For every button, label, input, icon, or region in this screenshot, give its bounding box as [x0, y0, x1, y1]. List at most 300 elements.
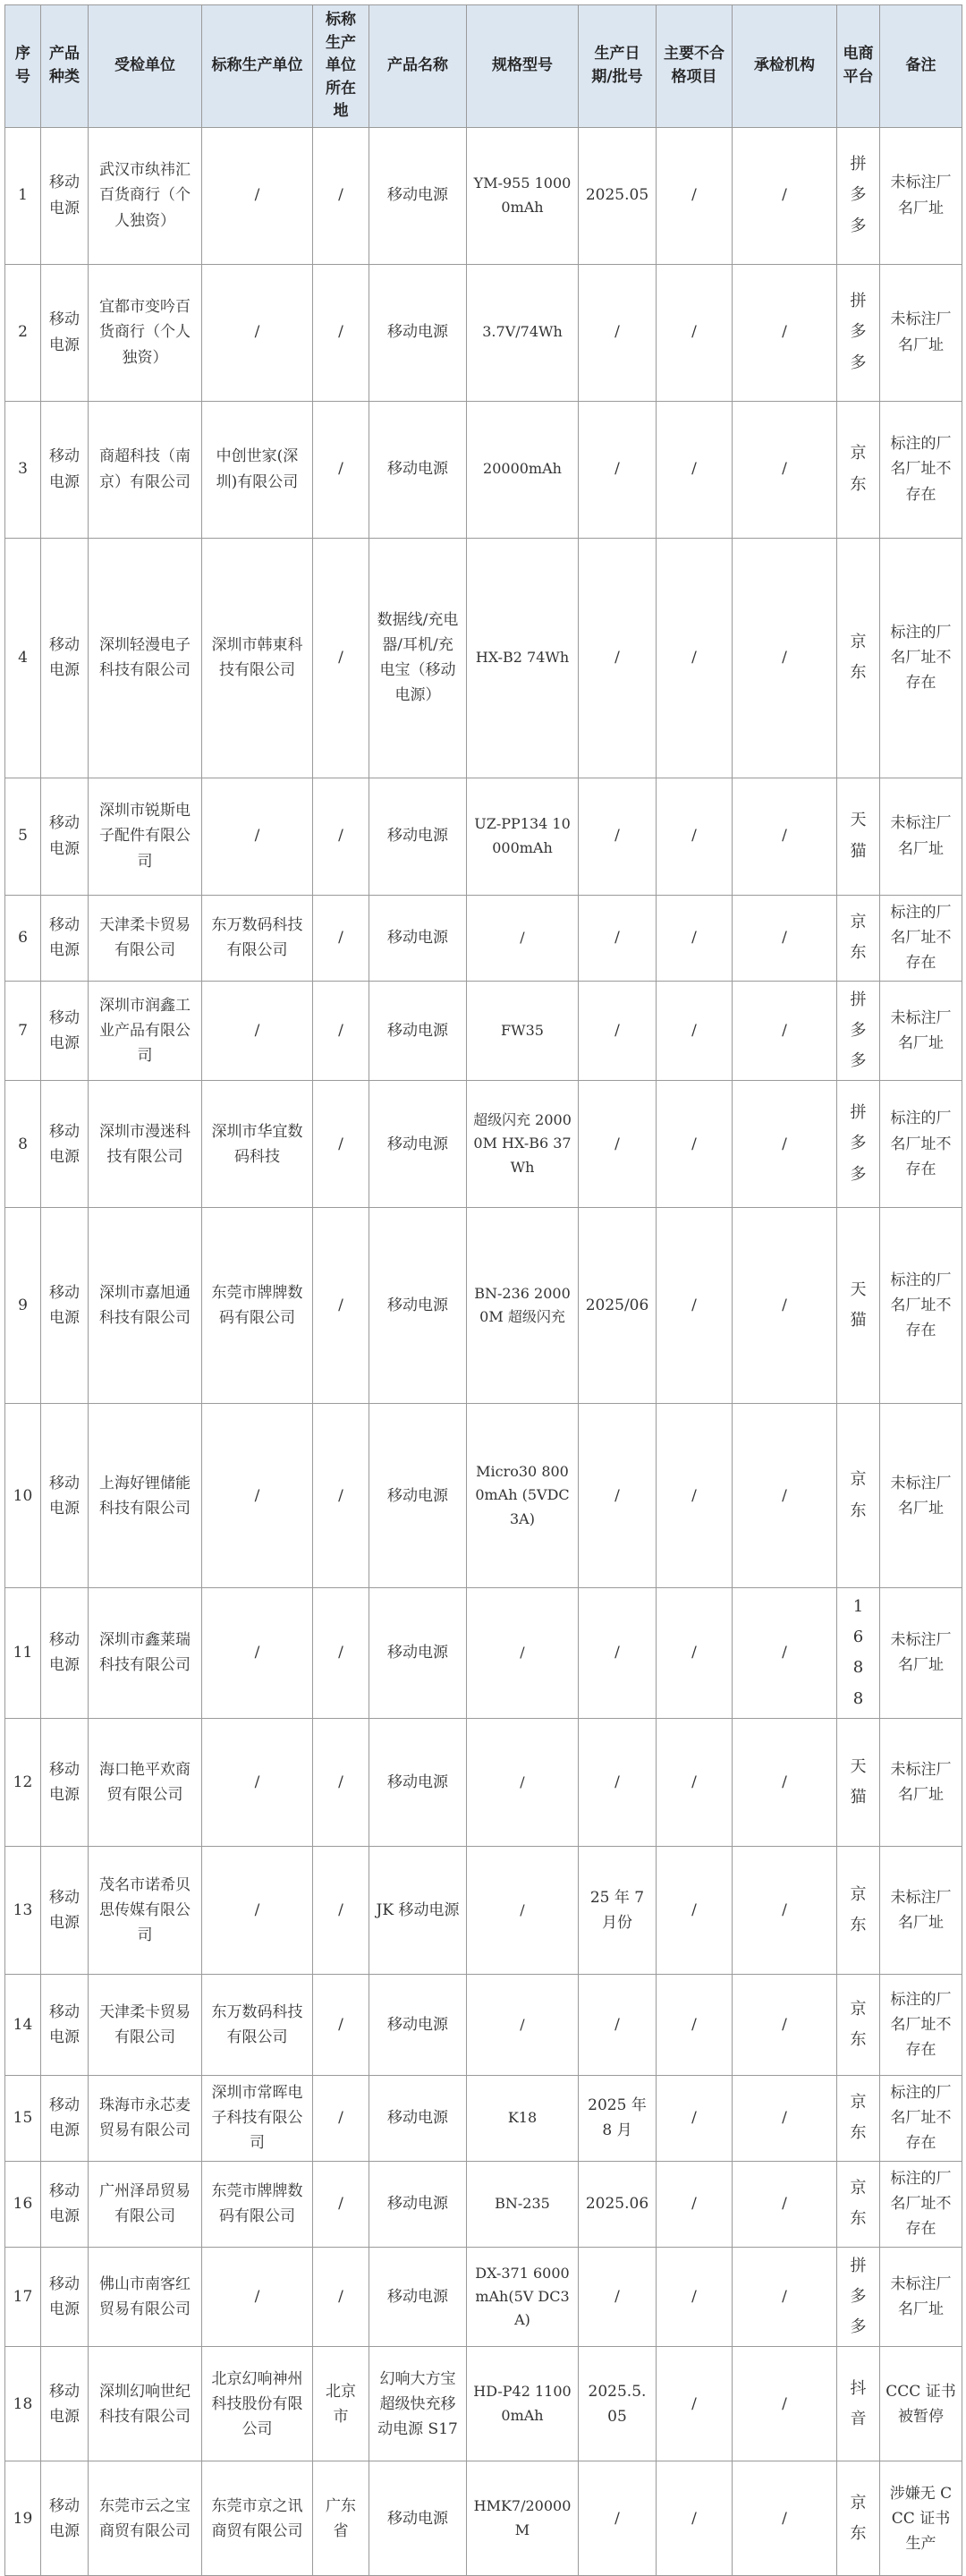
cell-production-date [579, 2461, 657, 2576]
cell-testing-agency-text: / [782, 1297, 787, 1315]
cell-main-defect [657, 2347, 733, 2461]
cell-main-defect [657, 401, 733, 538]
cell-production-date-text: 2025.5.05 [588, 2382, 647, 2426]
cell-producer-location [313, 981, 369, 1081]
cell-product-name [369, 264, 467, 401]
cell-model-spec [467, 2461, 579, 2576]
cell-testing-agency-text: / [782, 2288, 787, 2307]
cell-nominal-producer-text: 北京幻响神州科技股份有限公司 [211, 2369, 303, 2438]
cell-testing-agency [733, 1846, 837, 1974]
table-row [5, 1718, 962, 1846]
cell-remarks-text: 标注的厂名厂址不存在 [890, 1990, 952, 2059]
cell-production-date [579, 264, 657, 401]
cell-nominal-producer-text: / [254, 1900, 260, 1919]
cell-testing-agency-text: / [782, 1900, 787, 1919]
cell-model-spec-text: FW35 [501, 1021, 544, 1039]
cell-category-text: 移动电源 [49, 447, 80, 491]
cell-main-defect-text: / [691, 2015, 697, 2034]
cell-product-name [369, 1588, 467, 1719]
cell-production-date [579, 127, 657, 264]
cell-production-date-text: / [614, 827, 620, 846]
table-row [5, 127, 962, 264]
cell-model-spec [467, 2247, 579, 2347]
cell-product-name-text: 移动电源 [387, 827, 448, 846]
cell-ecommerce-platform [837, 2075, 880, 2161]
cell-production-date [579, 1081, 657, 1208]
cell-model-spec [467, 778, 579, 895]
col-product-name [369, 5, 467, 128]
cell-ecommerce-platform-text: 京东 [850, 444, 867, 494]
cell-production-date [579, 981, 657, 1081]
cell-production-date-text: 2025.06 [585, 2195, 649, 2214]
cell-inspected-unit-text: 海口艳平欢商贸有限公司 [99, 1760, 191, 1804]
cell-nominal-producer-text: 东莞市京之讯商贸有限公司 [211, 2496, 303, 2540]
cell-remarks [880, 1208, 962, 1404]
cell-main-defect-text: / [691, 2195, 697, 2214]
cell-model-spec [467, 2161, 579, 2247]
cell-product-name [369, 2347, 467, 2461]
cell-ecommerce-platform-text: 京东 [850, 1884, 867, 1934]
cell-production-date-text: 2025.05 [585, 186, 649, 205]
cell-product-name-text: 移动电源 [387, 2509, 448, 2528]
cell-main-defect [657, 264, 733, 401]
cell-seq [5, 895, 41, 981]
cell-producer-location [313, 401, 369, 538]
cell-remarks [880, 1404, 962, 1588]
cell-remarks-text: 涉嫌无 CCC 证书生产 [889, 2484, 953, 2553]
cell-remarks [880, 1846, 962, 1974]
cell-model-spec-text: / [520, 1900, 525, 1918]
cell-remarks-text: 标注的厂名厂址不存在 [890, 2084, 952, 2153]
cell-category-text: 移动电源 [49, 1760, 80, 1804]
cell-category-text: 移动电源 [49, 1888, 80, 1932]
cell-category [41, 1974, 89, 2075]
cell-product-name-text: 移动电源 [387, 2195, 448, 2214]
cell-seq [5, 127, 41, 264]
cell-product-name-text: 移动电源 [387, 1021, 448, 1040]
cell-inspected-unit [89, 538, 202, 778]
cell-model-spec-text: Micro30 8000mAh (5VDC3A) [475, 1462, 570, 1527]
cell-ecommerce-platform-text: 抖音 [850, 2378, 867, 2428]
cell-remarks [880, 127, 962, 264]
cell-ecommerce-platform [837, 2461, 880, 2576]
cell-seq-text: 11 [13, 1644, 33, 1662]
cell-testing-agency-text: / [782, 2109, 787, 2128]
cell-seq [5, 1718, 41, 1846]
cell-inspected-unit-text: 深圳市润鑫工业产品有限公司 [99, 996, 191, 1065]
cell-nominal-producer-text: / [254, 2288, 260, 2307]
cell-producer-location [313, 1404, 369, 1588]
cell-model-spec [467, 981, 579, 1081]
cell-nominal-producer-text: 东莞市牌牌数码有限公司 [211, 2182, 303, 2226]
cell-main-defect [657, 981, 733, 1081]
cell-model-spec-text: / [520, 1644, 525, 1662]
cell-model-spec-text: UZ-PP134 10000mAh [474, 815, 571, 856]
cell-producer-location-text: / [338, 2195, 343, 2214]
cell-ecommerce-platform [837, 1588, 880, 1719]
cell-inspected-unit [89, 401, 202, 538]
cell-producer-location [313, 1846, 369, 1974]
cell-producer-location [313, 1081, 369, 1208]
cell-producer-location [313, 264, 369, 401]
cell-testing-agency [733, 2347, 837, 2461]
col-nominal-producer [202, 5, 313, 128]
cell-model-spec [467, 1846, 579, 1974]
cell-ecommerce-platform [837, 2347, 880, 2461]
cell-testing-agency [733, 2075, 837, 2161]
cell-product-name-text: 移动电源 [387, 460, 448, 479]
cell-remarks [880, 778, 962, 895]
cell-product-name [369, 2075, 467, 2161]
cell-remarks-text: 未标注厂名厂址 [890, 1008, 952, 1052]
cell-seq [5, 1588, 41, 1719]
cell-category-text: 移动电源 [49, 2496, 80, 2540]
table-row [5, 2461, 962, 2576]
cell-model-spec-text: / [520, 2015, 525, 2033]
cell-production-date [579, 1588, 657, 1719]
cell-seq [5, 1208, 41, 1404]
cell-testing-agency [733, 127, 837, 264]
cell-producer-location [313, 127, 369, 264]
cell-seq-text: 3 [18, 460, 28, 479]
cell-model-spec-text: 超级闪充 20000M HX-B6 37Wh [473, 1110, 572, 1176]
cell-model-spec [467, 1718, 579, 1846]
cell-seq-text: 9 [18, 1297, 28, 1315]
cell-producer-location [313, 2461, 369, 2576]
cell-product-name-text: 移动电源 [387, 2015, 448, 2034]
cell-model-spec [467, 1404, 579, 1588]
cell-model-spec-text: HD-P42 11000mAh [473, 2383, 572, 2424]
cell-nominal-producer [202, 2161, 313, 2247]
cell-producer-location-text: / [338, 1135, 343, 1153]
cell-seq [5, 1404, 41, 1588]
cell-ecommerce-platform-text: 天猫 [850, 811, 867, 861]
cell-ecommerce-platform-text: 1688 [852, 1597, 864, 1708]
cell-remarks-text: 未标注厂名厂址 [890, 1760, 952, 1804]
cell-inspected-unit [89, 1588, 202, 1719]
cell-producer-location-text: / [338, 1644, 343, 1662]
inspection-results-table [4, 4, 962, 2553]
cell-testing-agency-text: / [782, 2015, 787, 2034]
cell-producer-location [313, 1208, 369, 1404]
cell-category [41, 264, 89, 401]
cell-seq-text: 17 [13, 2288, 33, 2307]
cell-ecommerce-platform-text: 京东 [850, 1470, 867, 1520]
cell-producer-location [313, 1974, 369, 2075]
cell-product-name [369, 2247, 467, 2347]
col-ecommerce-platform-label: 电商平台 [843, 45, 874, 86]
cell-remarks [880, 981, 962, 1081]
table-row [5, 538, 962, 778]
cell-product-name-text: 移动电源 [387, 2288, 448, 2307]
cell-production-date-text: 2025 年 8 月 [588, 2096, 647, 2140]
cell-category [41, 2247, 89, 2347]
cell-producer-location [313, 778, 369, 895]
cell-production-date-text: / [614, 1773, 620, 1791]
cell-producer-location-text: / [338, 648, 343, 667]
cell-seq-text: 15 [13, 2109, 33, 2128]
cell-nominal-producer [202, 401, 313, 538]
cell-main-defect [657, 1081, 733, 1208]
cell-product-name [369, 895, 467, 981]
col-inspected-unit-label: 受检单位 [114, 56, 175, 74]
cell-product-name-text: 幻响大方宝超级快充移动电源 S17 [377, 2369, 458, 2438]
cell-inspected-unit [89, 895, 202, 981]
cell-main-defect-text: / [691, 1021, 697, 1040]
cell-remarks-text: 标注的厂名厂址不存在 [890, 1109, 952, 1178]
cell-nominal-producer-text: / [254, 1021, 260, 1040]
table-row [5, 778, 962, 895]
cell-ecommerce-platform-text: 京东 [850, 912, 867, 962]
cell-seq-text: 14 [13, 2015, 33, 2034]
cell-inspected-unit [89, 127, 202, 264]
cell-main-defect [657, 1718, 733, 1846]
cell-remarks-text: 未标注厂名厂址 [890, 1631, 952, 1675]
cell-remarks-text: CCC 证书被暂停 [886, 2382, 956, 2426]
cell-ecommerce-platform [837, 264, 880, 401]
cell-product-name [369, 1081, 467, 1208]
cell-producer-location [313, 2075, 369, 2161]
cell-ecommerce-platform [837, 401, 880, 538]
cell-testing-agency-text: / [782, 1486, 787, 1505]
cell-testing-agency [733, 1974, 837, 2075]
cell-remarks-text: 标注的厂名厂址不存在 [890, 623, 952, 693]
cell-category [41, 778, 89, 895]
cell-inspected-unit [89, 778, 202, 895]
cell-seq-text: 5 [18, 827, 28, 846]
cell-main-defect [657, 895, 733, 981]
cell-producer-location [313, 2161, 369, 2247]
cell-main-defect-text: / [691, 1486, 697, 1505]
cell-inspected-unit [89, 2461, 202, 2576]
cell-producer-location [313, 538, 369, 778]
cell-producer-location-text: / [338, 460, 343, 479]
cell-main-defect [657, 778, 733, 895]
cell-nominal-producer [202, 2347, 313, 2461]
cell-ecommerce-platform-text: 京东 [850, 1999, 867, 2049]
cell-product-name-text: 移动电源 [387, 1644, 448, 1662]
cell-model-spec [467, 2347, 579, 2461]
cell-producer-location-text: 北京市 [326, 2382, 356, 2426]
cell-production-date-text: / [614, 928, 620, 947]
cell-main-defect [657, 127, 733, 264]
cell-production-date [579, 2247, 657, 2347]
cell-producer-location-text: / [338, 2015, 343, 2034]
cell-production-date-text: / [614, 2509, 620, 2528]
cell-category [41, 401, 89, 538]
table-row [5, 1974, 962, 2075]
cell-seq [5, 264, 41, 401]
cell-remarks [880, 2347, 962, 2461]
cell-inspected-unit [89, 2347, 202, 2461]
cell-ecommerce-platform-text: 拼多多 [850, 2256, 867, 2337]
cell-product-name-text: 移动电源 [387, 2109, 448, 2128]
cell-nominal-producer-text: 东万数码科技有限公司 [211, 2002, 303, 2046]
cell-producer-location-text: / [338, 2288, 343, 2307]
cell-seq-text: 2 [18, 323, 28, 342]
cell-ecommerce-platform [837, 895, 880, 981]
col-product-name-label: 产品名称 [387, 56, 448, 74]
col-remarks [880, 5, 962, 128]
cell-nominal-producer [202, 778, 313, 895]
cell-ecommerce-platform [837, 1208, 880, 1404]
cell-category-text: 移动电源 [49, 915, 80, 959]
cell-nominal-producer [202, 1846, 313, 1974]
cell-ecommerce-platform [837, 2161, 880, 2247]
cell-testing-agency-text: / [782, 186, 787, 205]
cell-inspected-unit-text: 深圳市锐斯电子配件有限公司 [99, 802, 191, 871]
cell-nominal-producer [202, 1718, 313, 1846]
cell-category [41, 1404, 89, 1588]
cell-inspected-unit-text: 深圳轻漫电子科技有限公司 [99, 635, 191, 679]
cell-ecommerce-platform [837, 1974, 880, 2075]
cell-inspected-unit [89, 1404, 202, 1588]
cell-seq [5, 2347, 41, 2461]
cell-seq-text: 10 [13, 1486, 33, 1505]
cell-nominal-producer-text: 深圳市华宜数码科技 [211, 1122, 303, 1166]
cell-category-text: 移动电源 [49, 1631, 80, 1675]
col-producer-location-label: 标称生产单位所在地 [326, 11, 356, 120]
cell-nominal-producer-text: / [254, 1644, 260, 1662]
cell-testing-agency [733, 2461, 837, 2576]
col-category-label: 产品种类 [49, 45, 80, 86]
cell-remarks-text: 标注的厂名厂址不存在 [890, 903, 952, 973]
cell-product-name [369, 1208, 467, 1404]
table-row [5, 2075, 962, 2161]
cell-ecommerce-platform-text: 京东 [850, 2493, 867, 2543]
cell-producer-location [313, 1718, 369, 1846]
cell-inspected-unit-text: 深圳市嘉旭通科技有限公司 [99, 1284, 191, 1328]
cell-category-text: 移动电源 [49, 310, 80, 354]
cell-production-date [579, 2347, 657, 2461]
cell-main-defect-text: / [691, 2109, 697, 2128]
cell-testing-agency [733, 1208, 837, 1404]
cell-production-date-text: / [614, 2015, 620, 2034]
cell-testing-agency [733, 2161, 837, 2247]
table-row [5, 981, 962, 1081]
cell-producer-location-text: / [338, 1900, 343, 1919]
cell-seq [5, 2075, 41, 2161]
header-row [5, 5, 962, 128]
cell-product-name [369, 778, 467, 895]
cell-inspected-unit-text: 佛山市南客红贸易有限公司 [99, 2275, 191, 2319]
cell-category [41, 1588, 89, 1719]
cell-production-date-text: / [614, 1021, 620, 1040]
cell-inspected-unit [89, 981, 202, 1081]
cell-product-name [369, 1718, 467, 1846]
cell-seq [5, 1974, 41, 2075]
cell-model-spec-text: 3.7V/74Wh [482, 323, 563, 341]
cell-remarks [880, 264, 962, 401]
cell-remarks [880, 2161, 962, 2247]
cell-model-spec-text: HX-B2 74Wh [475, 648, 570, 666]
cell-nominal-producer-text: 中创世家(深圳)有限公司 [216, 447, 299, 491]
cell-inspected-unit-text: 深圳市漫迷科技有限公司 [99, 1122, 191, 1166]
cell-nominal-producer [202, 127, 313, 264]
cell-ecommerce-platform [837, 981, 880, 1081]
cell-category [41, 1081, 89, 1208]
cell-main-defect-text: / [691, 1135, 697, 1153]
cell-product-name-text: 数据线/充电器/耳机/充电宝（移动电源） [377, 610, 459, 705]
cell-main-defect [657, 1588, 733, 1719]
cell-seq [5, 2247, 41, 2347]
cell-category [41, 127, 89, 264]
cell-category-text: 移动电源 [49, 2275, 80, 2319]
cell-testing-agency-text: / [782, 827, 787, 846]
cell-nominal-producer [202, 1588, 313, 1719]
cell-model-spec-text: BN-236 20000M 超级闪充 [474, 1284, 571, 1326]
cell-ecommerce-platform-text: 京东 [850, 2093, 867, 2143]
cell-production-date-text: / [614, 1135, 620, 1153]
cell-category [41, 2075, 89, 2161]
col-testing-agency [733, 5, 837, 128]
cell-inspected-unit-text: 茂名市诺希贝思传媒有限公司 [99, 1875, 191, 1944]
cell-remarks-text: 未标注厂名厂址 [890, 310, 952, 354]
col-remarks-label: 备注 [905, 56, 936, 74]
cell-nominal-producer [202, 981, 313, 1081]
cell-inspected-unit-text: 天津柔卡贸易有限公司 [99, 2002, 191, 2046]
cell-production-date [579, 1846, 657, 1974]
cell-seq-text: 1 [18, 186, 28, 205]
cell-testing-agency [733, 1588, 837, 1719]
cell-production-date-text: / [614, 2288, 620, 2307]
cell-seq-text: 19 [13, 2509, 33, 2528]
cell-main-defect-text: / [691, 928, 697, 947]
cell-main-defect [657, 2075, 733, 2161]
cell-producer-location [313, 1588, 369, 1719]
cell-category [41, 538, 89, 778]
cell-main-defect-text: / [691, 1773, 697, 1791]
col-seq-label: 序号 [15, 45, 30, 86]
cell-production-date [579, 1718, 657, 1846]
cell-production-date [579, 1208, 657, 1404]
cell-seq-text: 8 [18, 1135, 28, 1153]
cell-producer-location [313, 895, 369, 981]
cell-category [41, 1846, 89, 1974]
table-row [5, 895, 962, 981]
cell-production-date [579, 2075, 657, 2161]
cell-category-text: 移动电源 [49, 1284, 80, 1328]
cell-remarks [880, 895, 962, 981]
cell-seq-text: 4 [18, 648, 28, 667]
cell-inspected-unit-text: 深圳市鑫莱瑞科技有限公司 [99, 1631, 191, 1675]
cell-model-spec [467, 895, 579, 981]
cell-production-date [579, 778, 657, 895]
cell-main-defect [657, 1846, 733, 1974]
cell-remarks [880, 1588, 962, 1719]
cell-remarks [880, 1718, 962, 1846]
cell-remarks [880, 2075, 962, 2161]
cell-remarks-text: 未标注厂名厂址 [890, 1474, 952, 1518]
results-grid [4, 4, 962, 2576]
cell-category [41, 2461, 89, 2576]
cell-testing-agency-text: / [782, 1773, 787, 1791]
cell-inspected-unit-text: 上海好锂储能科技有限公司 [99, 1474, 191, 1518]
cell-nominal-producer [202, 1974, 313, 2075]
cell-seq [5, 1846, 41, 1974]
cell-nominal-producer [202, 538, 313, 778]
cell-seq [5, 2161, 41, 2247]
cell-production-date [579, 1404, 657, 1588]
cell-testing-agency [733, 1404, 837, 1588]
cell-testing-agency-text: / [782, 1021, 787, 1040]
cell-nominal-producer [202, 1208, 313, 1404]
cell-inspected-unit [89, 2247, 202, 2347]
table-row [5, 1208, 962, 1404]
cell-product-name [369, 1974, 467, 2075]
cell-seq-text: 16 [13, 2195, 33, 2214]
cell-ecommerce-platform-text: 天猫 [850, 1279, 867, 1331]
